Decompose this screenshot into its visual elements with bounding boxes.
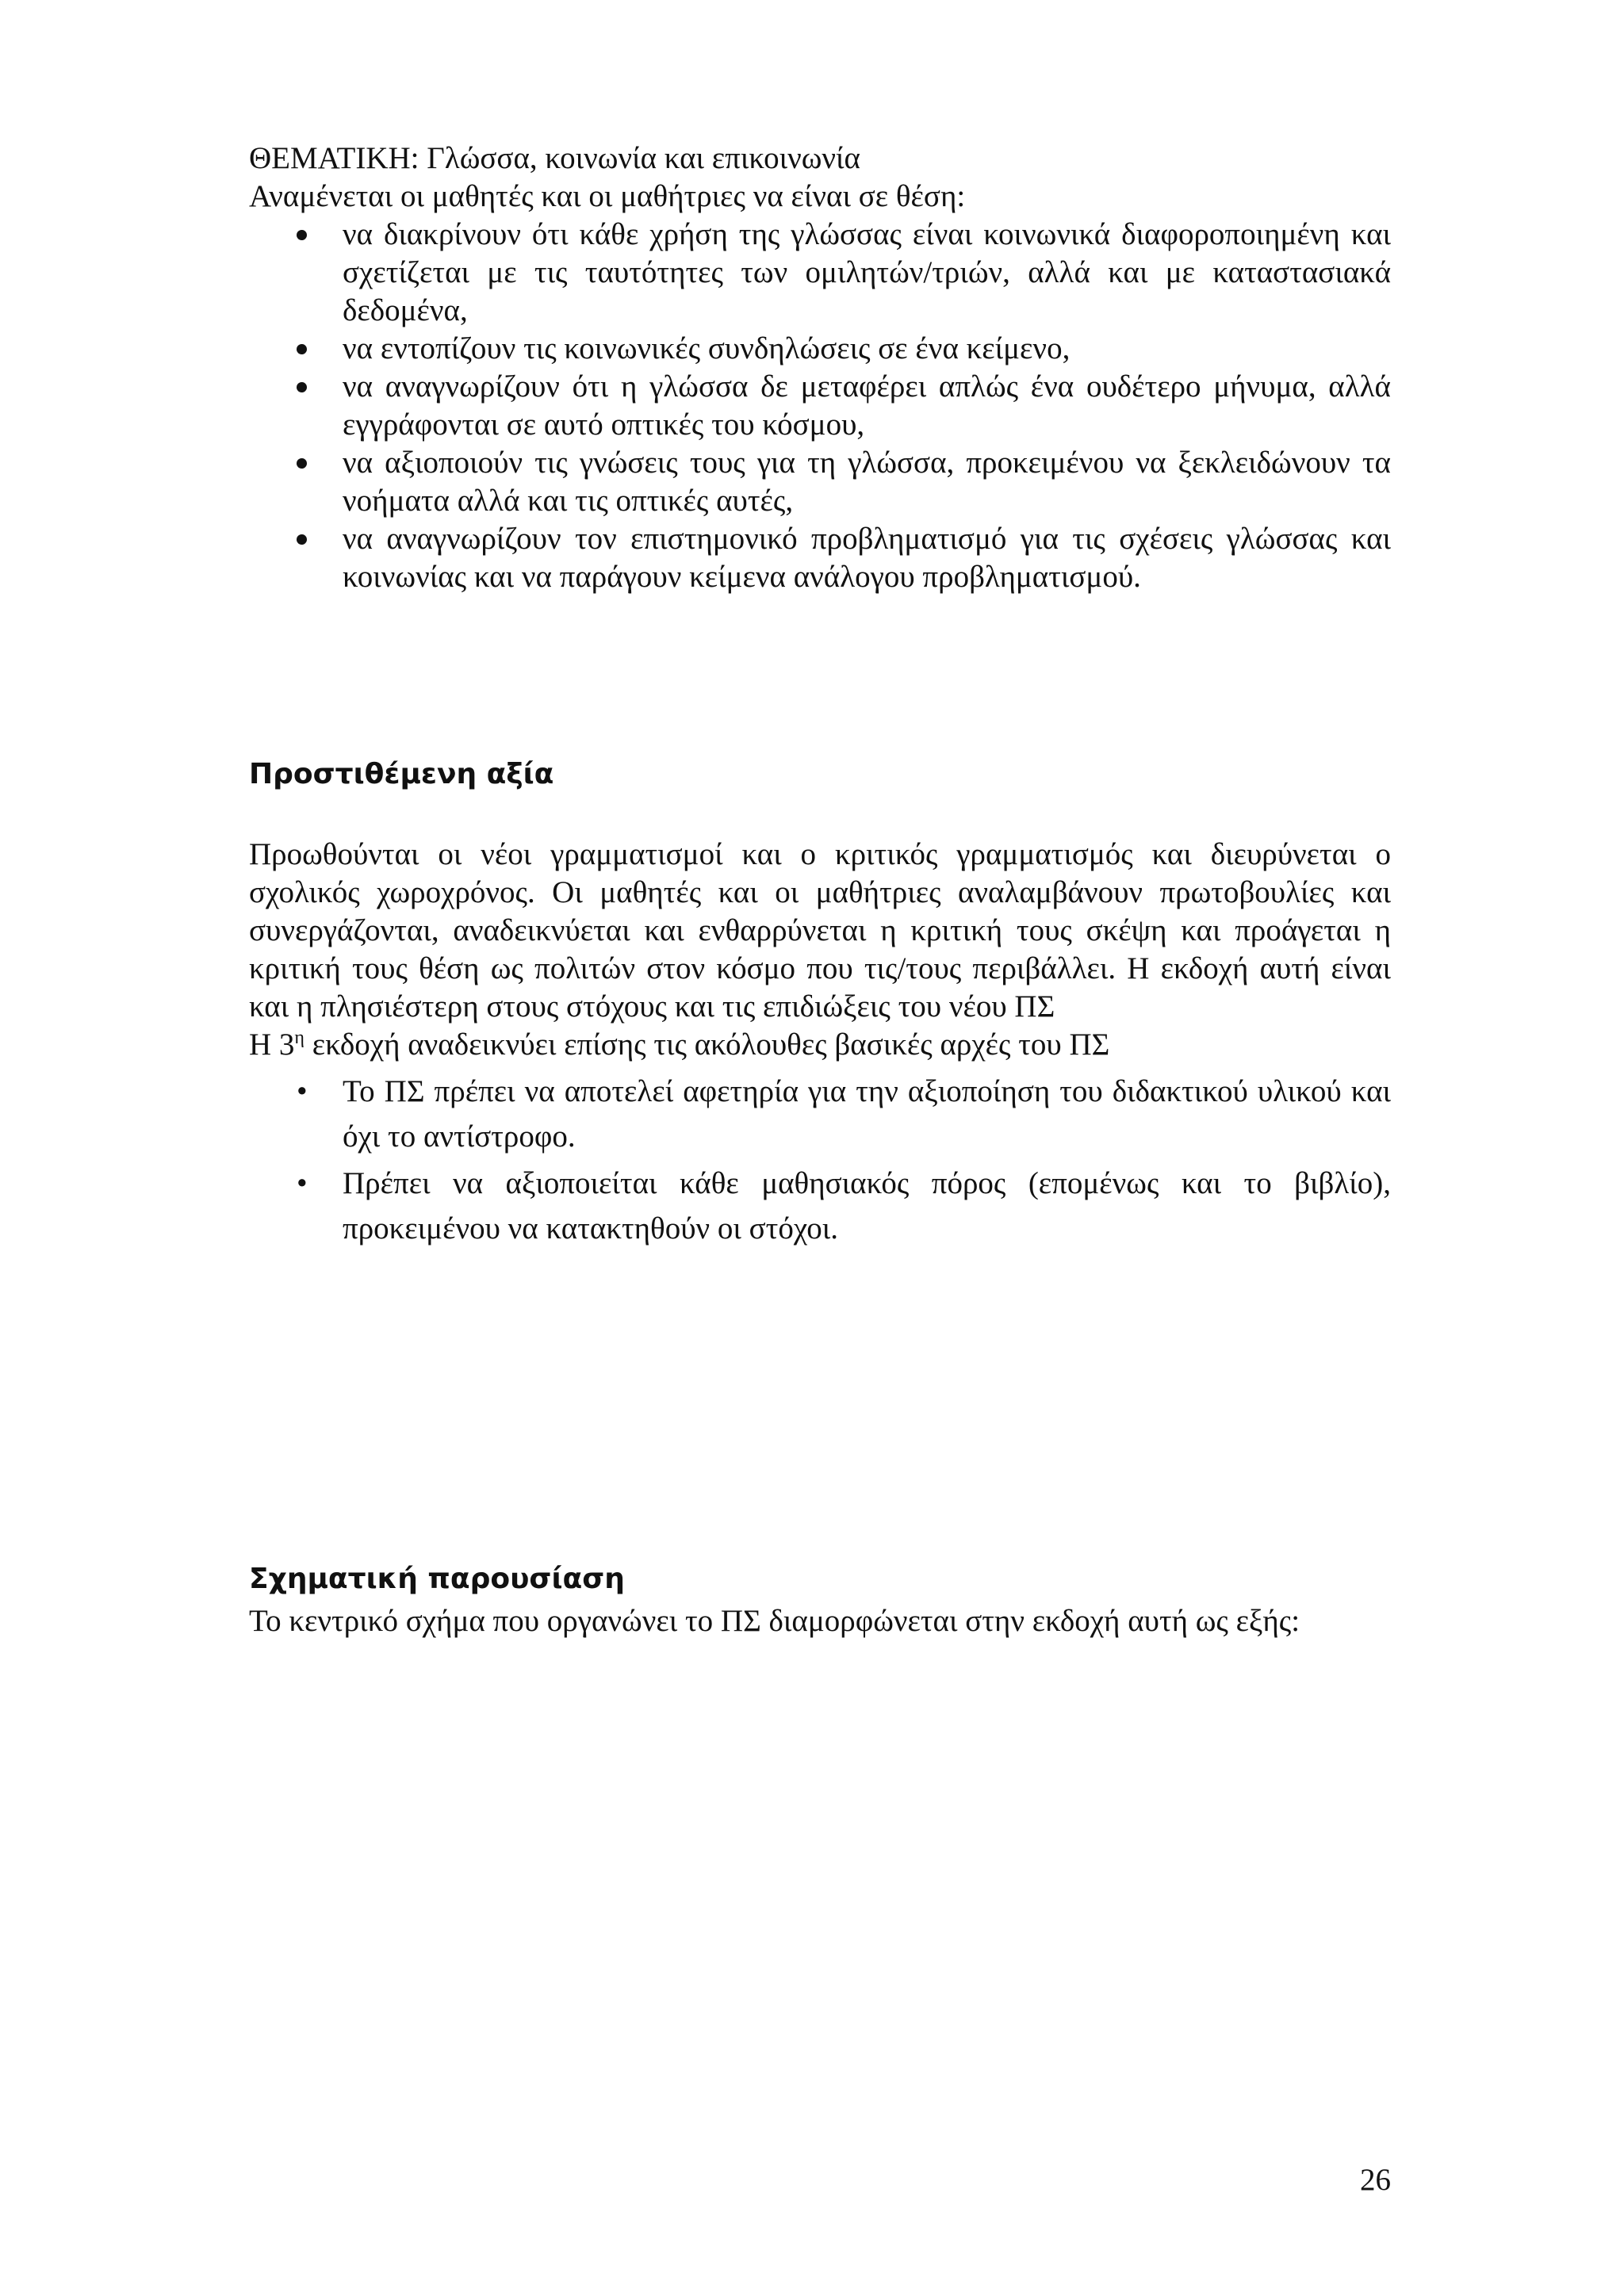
added-value-paragraph: Προωθούνται οι νέοι γραμματισμοί και ο κριτικός γραμματισμός και διευρύνεται ο σχολικός χωροχρόνος. Οι μαθητές και οι μαθήτριες αναλαμβάνουν πρωτοβουλίες και συνεργάζονται, αναδεικνύεται και ενθαρρύνεται η κριτική τους σκέψη και προάγεται η κριτική τους θέση ως πολιτών στον κόσμο που τις/τους περιβάλλει. Η εκδοχή αυτή είναι και η πλησιέστερη στους στόχους και τις επιδιώξεις του νέου ΠΣ [249,837,1391,1024]
schematic-heading: Σχηματική παρουσίαση [249,1563,625,1595]
list-item: να αναγνωρίζουν τον επιστημονικό προβληματισμό για τις σχέσεις γλώσσας και κοινωνίας και να παράγουν κείμενα ανάλογου προβληματισμού. [249,520,1391,596]
principles-list [249,1069,1391,1251]
list-item: να αναγνωρίζουν ότι η γλώσσα δε μεταφέρει απλώς ένα ουδέτερο μήνυμα, αλλά εγγράφονται σε αυτό οπτικές του κόσμου, [249,368,1391,444]
added-value-heading: Προστιθέμενη αξία [249,758,554,790]
thematic-section [249,140,1391,596]
added-value-section [249,836,1391,1251]
principles-intro [249,1026,1391,1064]
learning-outcomes-intro: Αναμένεται οι μαθητές και οι μαθήτριες να είναι σε θέση: [249,179,966,213]
principles-prefix: Η 3 [249,1027,295,1062]
thematic-title: ΘΕΜΑΤΙΚΗ: Γλώσσα, κοινωνία και επικοινωνία [249,141,860,175]
list-item: • Πρέπει να αξιοποιείται κάθε μαθησιακός πόρος (επομένως και το βιβλίο), προκειμένου να κατακτηθούν οι στόχοι. [249,1161,1391,1251]
principles-suffix: εκδοχή αναδεικνύει επίσης τις ακόλουθες βασικές αρχές του ΠΣ [304,1027,1110,1062]
list-item: • Το ΠΣ πρέπει να αποτελεί αφετηρία για την αξιοποίηση του διδακτικού υλικού και όχι το αντίστροφο. [249,1069,1391,1159]
learning-outcomes-list [249,216,1391,596]
page-number: 26 [1360,2163,1391,2197]
schematic-text: Το κεντρικό σχήμα που οργανώνει το ΠΣ διαμορφώνεται στην εκδοχή αυτή ως εξής: [249,1604,1300,1638]
list-item: να διακρίνουν ότι κάθε χρήση της γλώσσας είναι κοινωνικά διαφοροποιημένη και σχετίζεται με τις ταυτότητες των ομιλητών/τριών, αλλά και με καταστασιακά δεδομένα, [249,216,1391,330]
principles-superscript: η [294,1027,304,1048]
list-item: να αξιοποιούν τις γνώσεις τους για τη γλώσσα, προκειμένου να ξεκλειδώνουν τα νοήματα αλλά και τις οπτικές αυτές, [249,444,1391,520]
list-item: να εντοπίζουν τις κοινωνικές συνδηλώσεις σε ένα κείμενο, [249,330,1391,368]
schematic-section [249,1602,1391,1640]
